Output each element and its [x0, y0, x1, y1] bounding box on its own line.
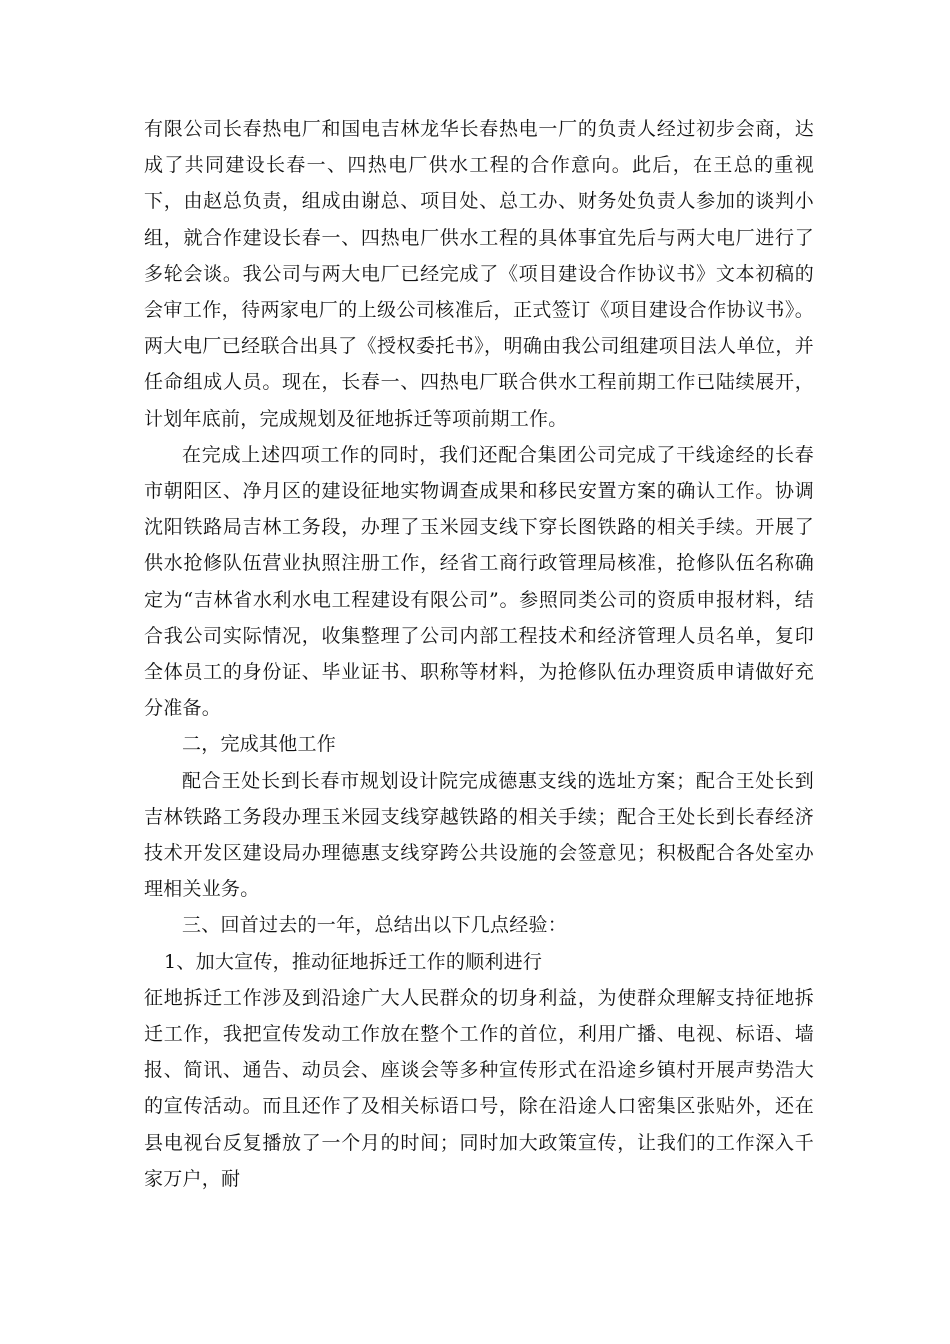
section-heading-experience: 三、回首过去的一年，总结出以下几点经验：: [182, 914, 568, 937]
document-body: [144, 111, 814, 1197]
paragraph-publicity: 征地拆迁工作涉及到沿途广大人民群众的切身利益，为使群众理解支持征地拆迁工作，我把宣传发动工作放在整个工作的首位，利用广播、电视、标语、墙报、简讯、通告、动员会、座谈会等多种宣传形式在沿途乡镇村开展声势浩大的宣传活动。而且还作了及相关标语口号，除在沿途人口密集区张贴外，还在县电视台反复播放了一个月的时间；同时加大政策宣传，让我们的工作深入千家万户，耐: [144, 986, 814, 1190]
subheading-publicity: 1、加大宣传，推动征地拆迁工作的顺利进行: [164, 950, 543, 973]
paragraph-other-work: 配合王处长到长春市规划设计院完成德惠支线的选址方案；配合王处长到吉林铁路工务段办理玉米园支线穿越铁路的相关手续；配合王处长到长春经济技术开发区建设局办理德惠支线穿跨公共设施的会签意见；积极配合各处室办理相关业务。: [144, 769, 814, 901]
paragraph-coordination-work: 在完成上述四项工作的同时，我们还配合集团公司完成了干线途经的长春市朝阳区、净月区的建设征地实物调查成果和移民安置方案的确认工作。协调沈阳铁路局吉林工务段，办理了玉米园支线下穿长图铁路的相关手续。开展了供水抢修队伍营业执照注册工作，经省工商行政管理局核准，抢修队伍名称确定为“吉林省水利水电工程建设有限公司”。参照同类公司的资质申报材料，结合我公司实际情况，收集整理了公司内部工程技术和经济管理人员名单，复印全体员工的身份证、毕业证书、职称等材料，为抢修队伍办理资质申请做好充分准备。: [144, 443, 814, 720]
section-heading-other-work: 二，完成其他工作: [182, 733, 337, 756]
paragraph-partnership-talks: 有限公司长春热电厂和国电吉林龙华长春热电一厂的负责人经过初步会商，达成了共同建设长春一、四热电厂供水工程的合作意向。此后，在王总的重视下，由赵总负责，组成由谢总、项目处、总工办、财务处负责人参加的谈判小组，就合作建设长春一、四热电厂供水工程的具体事宜先后与两大电厂进行了多轮会谈。我公司与两大电厂已经完成了《项目建设合作协议书》文本初稿的会审工作，待两家电厂的上级公司核准后，正式签订《项目建设合作协议书》。两大电厂已经联合出具了《授权委托书》，明确由我公司组建项目法人单位，并任命组成人员。现在，长春一、四热电厂联合供水工程前期工作已陆续展开，计划年底前，完成规划及征地拆迁等项前期工作。: [144, 118, 814, 430]
